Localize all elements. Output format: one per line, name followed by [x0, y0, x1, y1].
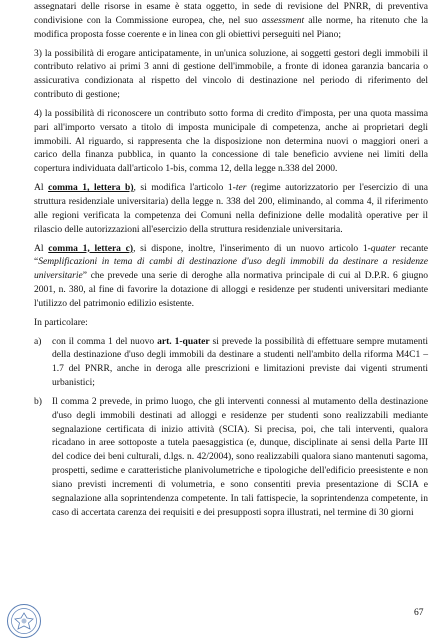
italic-term: ter: [235, 182, 247, 194]
page-number: 67: [414, 608, 424, 618]
text-span: ” che prevede una serie di deroghe alla normativa principale di cui al D.P.R. 6 giugno 2001, n. 380, al fine di favorire la dotazione di alloggi e residenze per studenti universitari mediante l'utilizzo del patrimonio edilizio esistente.: [34, 270, 428, 309]
italic-term: assessment: [261, 14, 305, 26]
list-item-a: [34, 335, 428, 390]
text-span: assegnatari delle risorse in esame è stata oggetto, in sede di revisione del PNRR, di preventiva condivisione con la Commissione europea, che, nel suo: [34, 1, 428, 26]
paragraph-point-3: 3) la possibilità di erogare anticipatamente, in un'unica soluzione, ai soggetti gestori degli immobili il contributo relativo ai primi 3 anni di gestione dell'immobile, a fronte di idonea garanzia bancaria o assicurativa condizionata al rispetto del vincolo di destinazione nel periodo di riferimento del contributo di gestione;: [34, 47, 428, 101]
text-span: con il comma 1 del nuovo: [52, 335, 158, 347]
text-span: Al: [34, 182, 49, 194]
list-item-b: [34, 395, 428, 520]
text-span: , si modifica l'articolo 1-: [133, 182, 236, 194]
list-item-text: Il comma 2 prevede, in primo luogo, che gli interventi connessi al mutamento della destinazione d'uso degli immobili destinati ad alloggi e residenze per studenti sono realizzabili mediante segnalazione certificata di inizio attività (SCIA). Si precisa, poi, che tali interventi, qualora ricadano in aree sottoposte a tutela paesaggistica (e, dunque, disciplinate ai sensi della Parte III del codice dei beni culturali, d.lgs. n. 42/2004), sono realizzabili qualora siano mantenuti sagoma, prospetti, sedime e caratteristiche planivolumetriche e tipologiche dell'edificio preesistente e non siano previsti incrementi di volumetria, e sono consentiti previa presentazione di SCIA e segnalazione alla soprintendenza competente. In tali fattispecie, la soprintendenza competente, in caso di accertata carenza dei requisiti e dei presupposti sopra illustrati, nel termine di 30 giorni: [52, 395, 428, 518]
paragraph-lettera-b: [34, 181, 428, 236]
text-span: recante “: [34, 242, 428, 268]
bold-article: art. 1-quater: [157, 335, 210, 347]
text-span: (regime autorizzatorio per l'esercizio di una struttura residenziale universitaria) della legge n. 338 del 200, eliminando, al comma 4, il riferimento alle regioni verificata la competenza dei Comuni nella definizione delle modalità operative per il rilascio delle autorizzazioni all'esercizio della struttura residenziale universitaria.: [34, 182, 428, 235]
list-label: a): [34, 335, 42, 347]
bold-reference: comma 1, lettera c): [48, 242, 134, 254]
italic-title: Semplificazioni in tema di cambi di destinazione d'uso degli immobili da destinare a residenze universitarie: [34, 256, 428, 282]
paragraph-in-particolare: In particolare:: [34, 316, 88, 328]
list-label: b): [34, 395, 42, 407]
chamber-seal-icon: [6, 603, 42, 639]
text-span: Al: [34, 242, 49, 254]
paragraph-lettera-c: [34, 242, 428, 311]
paragraph-point-4: 4) la possibilità di riconoscere un contributo sotto forma di credito d'imposta, per una quota massima pari all'importo versato a titolo di imposta municipale di competenza, anche ai proprietari degli immobili. Al riguardo, si rappresenta che la disposizione non determina nuovi o maggiori oneri a carico della finanza pubblica, in quanto la concessione di tale beneficio avviene nei limiti della copertura individuata dall'articolo 1-bis, comma 12, della legge n.338 del 2000.: [34, 107, 428, 175]
bold-reference: comma 1, lettera b): [48, 182, 134, 194]
text-span: si prevede la possibilità di effettuare sempre mutamenti della destinazione d'uso degli immobili da destinare a studenti nell'ambito della riforma M4C1 – 1.7 del PNRR, anche in deroga alle prescrizioni e limitazioni previste dai vigenti strumenti urbanistici;: [52, 335, 428, 389]
list-item-text: [52, 335, 428, 390]
paragraph-intro: [34, 0, 428, 42]
text-span: , si dispone, inoltre, l'inserimento di un nuovo articolo 1-: [133, 242, 371, 254]
text-span: alle norme, ha ritenuto che la modifica proposta fosse coerente e in linea con gli obiettivi perseguiti nel Piano;: [34, 14, 428, 40]
page-body: [34, 0, 428, 520]
italic-term: quater: [370, 242, 396, 254]
